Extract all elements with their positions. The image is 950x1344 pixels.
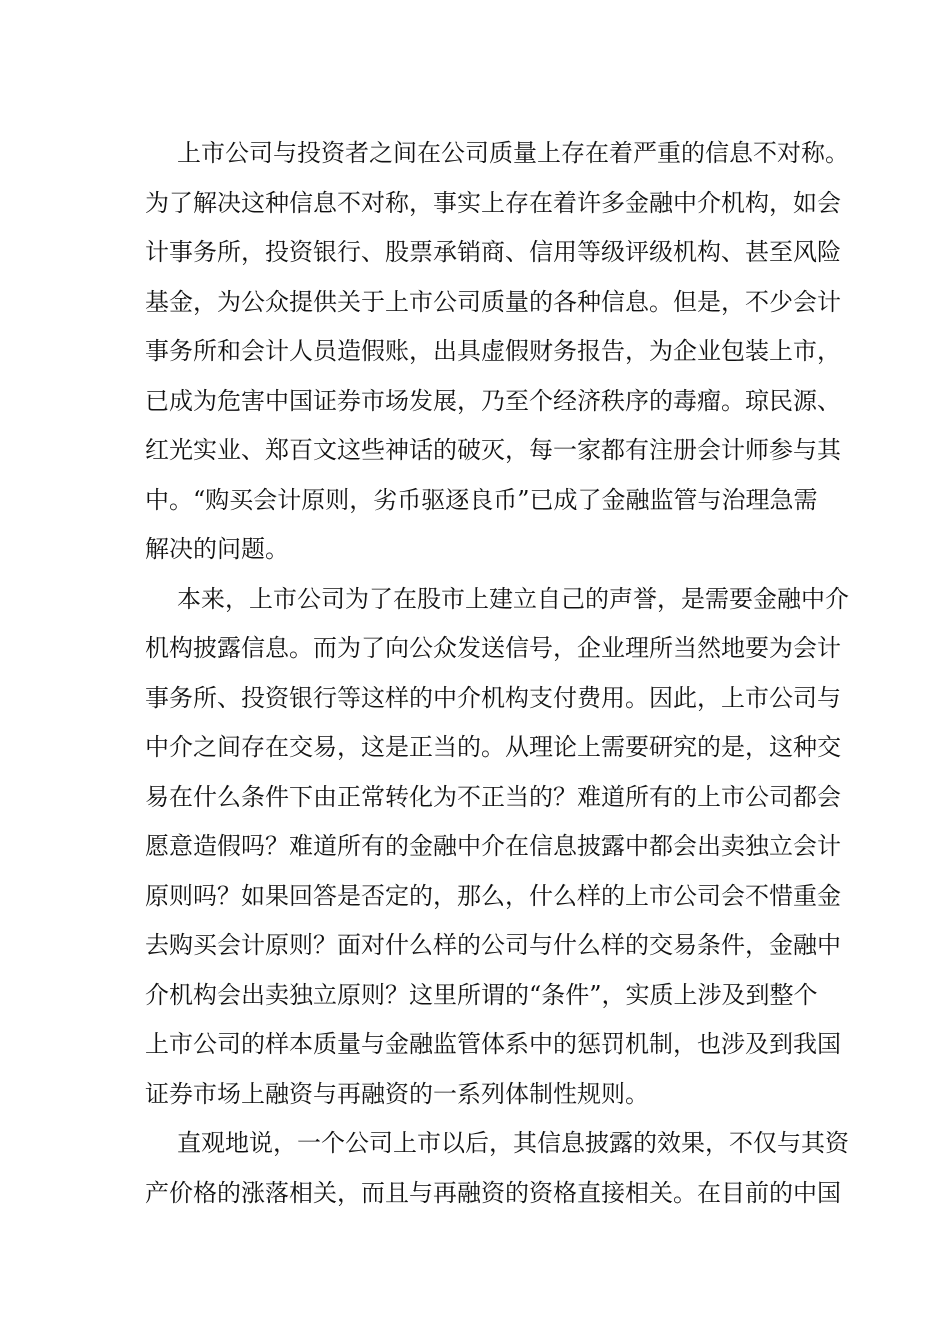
paragraph-1-line-2: 为了解决这种信息不对称，事实上存在着许多金融中介机构，如会 [145,189,841,217]
paragraph-1-line-1: 上市公司与投资者之间在公司质量上存在着严重的信息不对称。 [177,139,849,167]
paragraph-2-line-2: 机构披露信息。而为了向公众发送信号，企业理所当然地要为会计 [145,634,841,662]
paragraph-1-line-6: 已成为危害中国证券市场发展，乃至个经济秩序的毒瘤。琼民源、 [145,387,841,415]
paragraph-3-line-2: 产价格的涨落相关，而且与再融资的资格直接相关。在目前的中国 [145,1179,841,1207]
paragraph-2-line-11: 证券市场上融资与再融资的一系列体制性规则。 [145,1080,649,1108]
paragraph-2-line-9: 介机构会出卖独立原则？这里所谓的“条件”，实质上涉及到整个 [145,981,818,1009]
paragraph-2-line-3: 事务所、投资银行等这样的中介机构支付费用。因此，上市公司与 [145,684,841,712]
paragraph-1-line-5: 事务所和会计人员造假账，出具虚假财务报告，为企业包装上市， [145,337,841,365]
paragraph-2-line-1: 本来，上市公司为了在股市上建立自己的声誉，是需要金融中介 [177,585,849,613]
paragraph-1-line-9: 解决的问题。 [145,535,289,563]
paragraph-2-line-8: 去购买会计原则？面对什么样的公司与什么样的交易条件，金融中 [145,931,841,959]
paragraph-1-line-4: 基金，为公众提供关于上市公司质量的各种信息。但是，不少会计 [145,288,841,316]
paragraph-2-line-6: 愿意造假吗？难道所有的金融中介在信息披露中都会出卖独立会计 [145,832,841,860]
paragraph-1-line-8: 中。“购买会计原则，劣币驱逐良币”已成了金融监管与治理急需 [145,486,818,514]
paragraph-2-line-4: 中介之间存在交易，这是正当的。从理论上需要研究的是，这种交 [145,733,841,761]
paragraph-2-line-7: 原则吗？如果回答是否定的，那么，什么样的上市公司会不惜重金 [145,882,841,910]
paragraph-1-line-7: 红光实业、郑百文这些神话的破灭，每一家都有注册会计师参与其 [145,436,841,464]
paragraph-2-line-5: 易在什么条件下由正常转化为不正当的？难道所有的上市公司都会 [145,783,841,811]
paragraph-2-line-10: 上市公司的样本质量与金融监管体系中的惩罚机制，也涉及到我国 [145,1030,841,1058]
paragraph-3-line-1: 直观地说，一个公司上市以后，其信息披露的效果，不仅与其资 [177,1129,849,1157]
paragraph-1-line-3: 计事务所，投资银行、股票承销商、信用等级评级机构、甚至风险 [145,238,841,266]
